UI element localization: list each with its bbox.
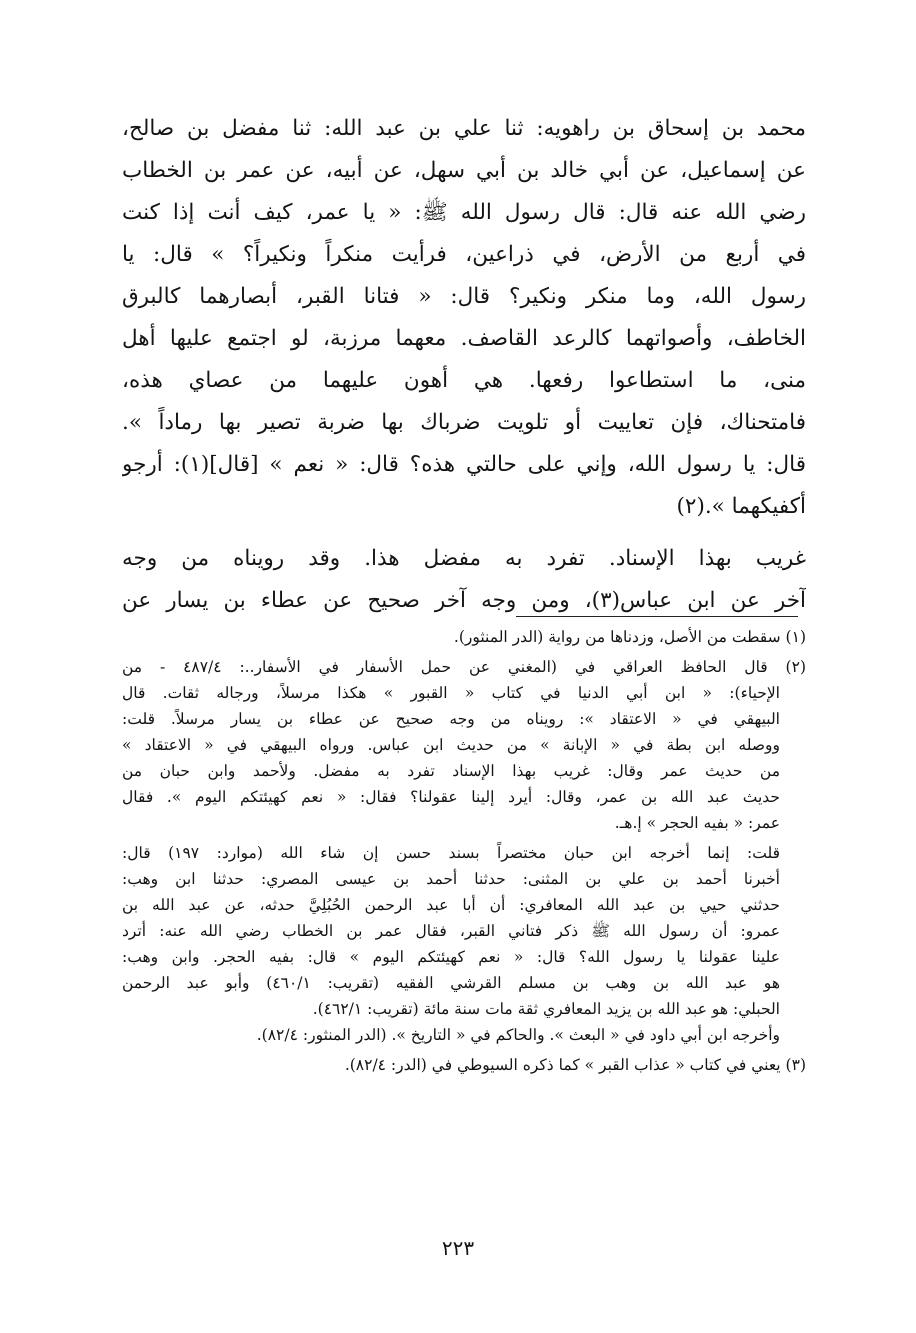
page-number: ٢٢٣ <box>441 1236 475 1260</box>
footnote-2b-line: قلت: إنما أخرجه ابن حبان مختصراً بسند حسن إن شاء الله (موارد: ١٩٧) قال: <box>122 844 781 862</box>
footnote-2-line: من حديث عمر وقال: غريب بهذا الإسناد تفرد به مفضل. ولأحمد وابن حبان من <box>122 762 780 780</box>
main-line: عن إسماعيل، عن أبي خالد بن أبي سهل، عن أبيه، عن عمر بن الخطاب <box>122 158 806 183</box>
main-line: رسول الله، وما منكر ونكير؟ قال: « فتانا القبر، أبصارهما كالبرق <box>122 284 806 309</box>
main-line: آخر عن ابن عباس(٣)، ومن وجه آخر صحيح عن عطاء بن يسار عن <box>122 588 806 613</box>
footnote-2b-line: وأخرجه ابن أبي داود في « البعث ». والحاكم في « التاريخ ». (الدر المنثور: ٨٢/٤). <box>256 1026 780 1044</box>
main-text <box>122 108 806 622</box>
main-line: أكفيكهما ».(٢) <box>676 494 806 519</box>
footnote-2-line: عمر: « بفيه الحجر » إ.هـ. <box>614 814 780 832</box>
footnote-divider <box>516 616 798 617</box>
footnote-2-line: الإحياء): « ابن أبي الدنيا في كتاب « القبور » هكذا مرسلاً، ورجاله ثقات. قال <box>122 684 780 702</box>
footnote-2-line: (٢) قال الحافظ العراقي في (المغني عن حمل الأسفار في الأسفار..: ٤٨٧/٤ - من <box>122 658 806 676</box>
paragraph-gap <box>122 528 806 538</box>
footnote-2b-line: الحبلي: هو عبد الله بن يزيد المعافري ثقة مات سنة مائة (تقريب: ٤٦٢/١). <box>312 1000 780 1018</box>
footnotes <box>122 624 806 1078</box>
footnote-2b-line: حدثني حيي بن عبد الله المعافري: أن أبا عبد الرحمن الحُبُلِيَّ حدثه، عن عبد الله بن <box>122 896 780 914</box>
main-line: رضي الله عنه قال: قال رسول الله ﷺ: « يا عمر، كيف أنت إذا كنت <box>122 200 806 225</box>
footnote-2b-line: هو عبد الله بن وهب بن مسلم القرشي الفقيه (تقريب: ٤٦٠/١) وأبو عبد الرحمن <box>122 974 780 992</box>
main-line: منى، ما استطاعوا رفعها. هي أهون عليهما من عصاي هذه، <box>122 368 806 393</box>
main-line: في أربع من الأرض، في ذراعين، فرأيت منكراً ونكيراً؟ » قال: يا <box>122 242 806 267</box>
main-line: قال: يا رسول الله، وإني على حالتي هذه؟ قال: « نعم » [قال](١): أرجو <box>122 452 806 477</box>
main-line: فامتحناك، فإن تعاييت أو تلويت ضرباك بها ضربة تصير بها رماداً ». <box>122 410 806 435</box>
main-line: الخاطف، وأصواتهما كالرعد القاصف. معهما مرزبة، لو اجتمع عليها أهل <box>122 326 806 351</box>
footnote-2b-line: علينا عقولنا يا رسول الله؟ قال: « نعم كهيئتكم اليوم » قال: بفيه الحجر. وابن وهب: <box>122 948 780 966</box>
footnote-2b-line: عمرو: أن رسول الله ﷺ ذكر فتاني القبر، فقال عمر بن الخطاب رضي الله عنه: أترد <box>122 922 780 940</box>
footnote-2b-line: أخبرنا أحمد بن علي بن المثنى: حدثنا أحمد بن عيسى المصري: حدثنا ابن وهب: <box>122 870 780 888</box>
main-line: محمد بن إسحاق بن راهويه: ثنا علي بن عبد الله: ثنا مفضل بن صالح، <box>122 116 806 141</box>
footnote-2-line: حديث عبد الله بن عمر، وقال: أيرد إلينا عقولنا؟ فقال: « نعم كهيئتكم اليوم ». فقال <box>122 788 780 806</box>
footnote-1: (١) سقطت من الأصل، وزدناها من رواية (الدر المنثور). <box>453 628 806 646</box>
footnote-2-line: البيهقي في « الاعتقاد »: رويناه من وجه صحيح عن عطاء بن يسار مرسلاً. قلت: <box>122 710 780 728</box>
footnote-3: (٣) يعني في كتاب « عذاب القبر » كما ذكره السيوطي في (الدر: ٨٢/٤). <box>344 1056 806 1074</box>
footnote-2-line: ووصله ابن بطة في « الإبانة » من حديث ابن عباس. ورواه البيهقي في « الاعتقاد » <box>122 736 780 754</box>
main-line: غريب بهذا الإسناد. تفرد به مفضل هذا. وقد رويناه من وجه <box>122 546 806 571</box>
